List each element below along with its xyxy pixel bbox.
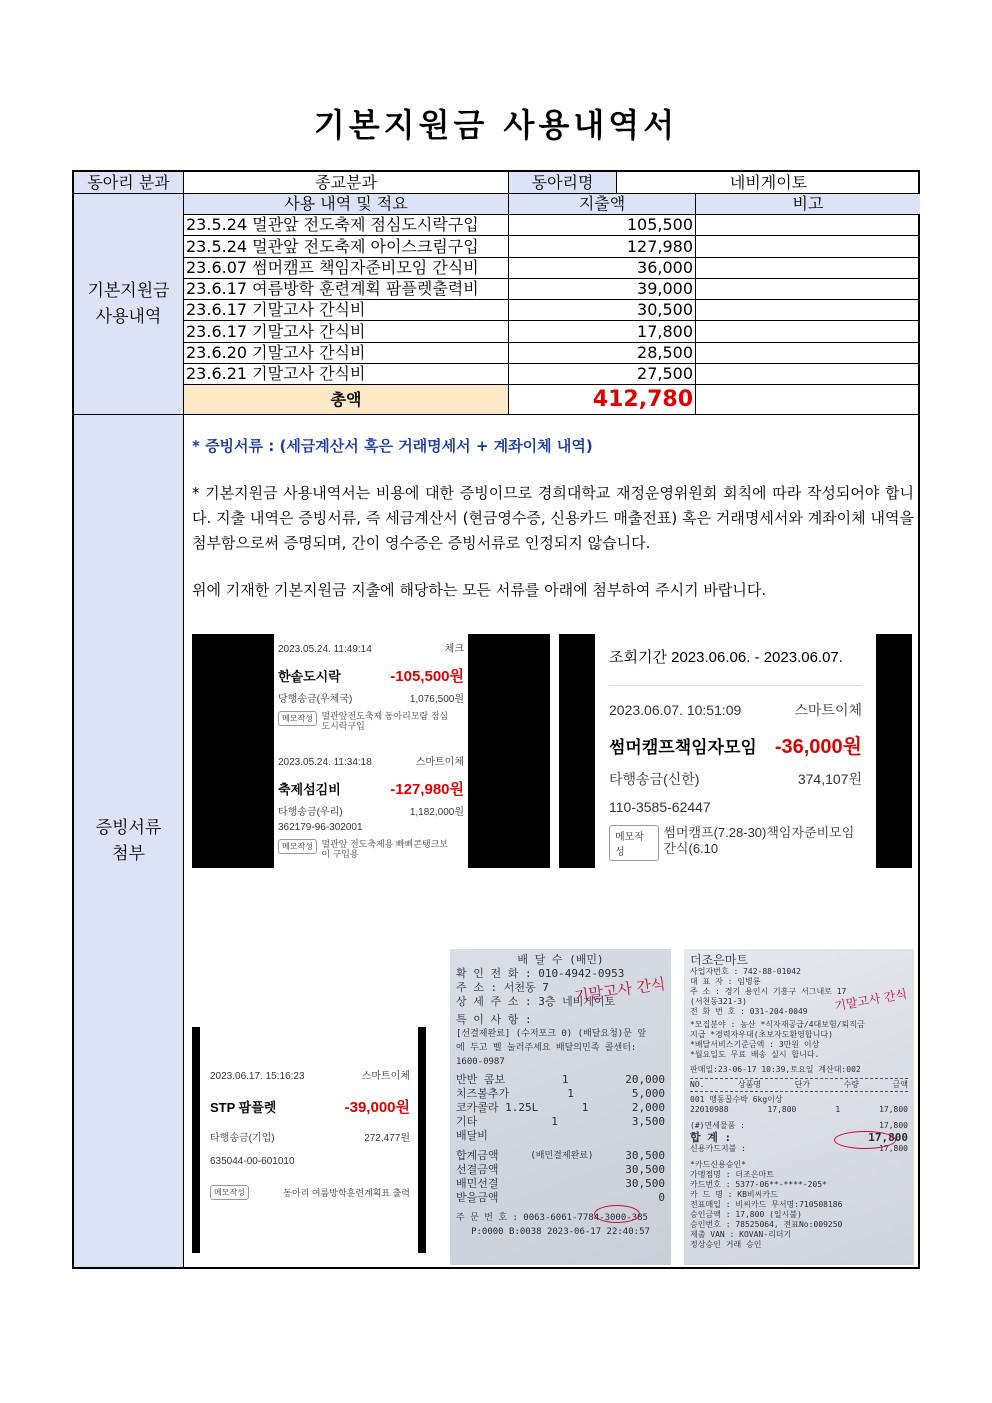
tx2-balance: 1,182,000원 [409, 807, 464, 818]
tx1-memo-button[interactable]: 메모작성 [278, 711, 317, 726]
r4-phone: 확 인 전 화 : 010-4942-0953 [456, 967, 625, 980]
usage-row-desc: 23.6.17 여름방학 훈련계획 팜플렛출력비 [184, 279, 509, 300]
r4-footer: P:0000 B:0038 2023-06-17 22:40:57 [471, 1227, 650, 1237]
r5-card-label: 신용카드지불 : [690, 1144, 747, 1153]
r4-item-qty: 1 [551, 1115, 558, 1128]
tx2-date: 2023.05.24. 11:34:18 [278, 757, 372, 768]
r5-card-no: 카드번호 : 5377-06**-****-205* [690, 1180, 827, 1189]
r5-col-amount: 금액 [892, 1080, 908, 1089]
r5-col-no: NO. [690, 1080, 705, 1089]
tx2-memo: 멀관앞 전도축제용 빠삐콘탱크보이 구입용 [321, 839, 449, 859]
usage-row-note [696, 215, 920, 236]
query-period: 조회기간 2023.06.06. - 2023.06.07. [609, 649, 843, 666]
r4-sum-note: (배민결제완료) [530, 1151, 594, 1161]
r4-item-price: 5,000 [631, 1087, 665, 1100]
tx1-method: 당행송금(우체국) [278, 694, 353, 705]
r4-sum-value: 30,500 [625, 1149, 665, 1162]
usage-report-table [72, 170, 920, 1269]
r4-item-qty: 1 [567, 1087, 574, 1100]
r5-merchant: 가맹점명 : 더조은마트 [690, 1170, 775, 1179]
evidence-label-line2: 첨부 [112, 844, 145, 864]
tx-balance: 272,477원 [364, 1133, 410, 1144]
total-note [696, 385, 920, 415]
r5-total-circle [834, 1131, 896, 1149]
r5-info1: *모집분야 : 농산 *식자재공급/4대보험/퇴직금 [690, 1020, 865, 1029]
tx1-amount: -105,500원 [390, 668, 464, 685]
tx2-method: 타행송금(우리) [278, 807, 343, 818]
tx-method: 타행송금(신한) [609, 771, 700, 787]
usage-label-line2: 사용내역 [95, 307, 162, 327]
usage-row-desc: 23.6.17 기말고사 간식비 [184, 321, 509, 343]
r4-due-label: 받을금액 [456, 1191, 499, 1204]
r5-card-value: 17,800 [879, 1144, 908, 1153]
r5-item-amount: 17,800 [879, 1105, 908, 1114]
evidence-section-label [74, 415, 184, 1267]
r5-approved-amount: 승인금액 : 17,800 (일시불) [690, 1210, 802, 1219]
r5-info4: *월요일도 무료 배송 실시 합니다. [690, 1050, 820, 1059]
r5-item-qty: 1 [835, 1105, 841, 1114]
r5-info2: 지급 *경력자우대(초보자도환영합니다) [690, 1030, 833, 1039]
r5-tax-free-value: 17,800 [879, 1121, 908, 1130]
tx1-date: 2023.05.24. 11:49:14 [278, 644, 372, 655]
tx-memo-button[interactable]: 메모작성 [210, 1185, 249, 1200]
r4-due-value: 0 [658, 1191, 665, 1204]
r5-approval-title: *카드신용승인* [690, 1160, 747, 1169]
r5-status: 정상승인 거래 승인 [690, 1240, 762, 1249]
redaction-block [192, 634, 274, 868]
usage-row-amount: 105,500 [509, 215, 696, 236]
tx-amount: -36,000원 [774, 736, 862, 758]
r4-notes-2: 에 두고 벨 눌러주세요 배달의민족 콜센터: [456, 1043, 637, 1053]
usage-row-amount: 17,800 [509, 321, 696, 343]
r4-notes-label: 특 이 사 항 : [456, 1013, 532, 1026]
usage-row-amount: 27,500 [509, 364, 696, 385]
tx-account: 110-3585-62447 [609, 799, 711, 815]
usage-row-note [696, 321, 920, 343]
r4-paid-value: 30,500 [625, 1177, 665, 1190]
page-title: 기본지원금 사용내역서 [313, 106, 679, 144]
r4-notes-1: [선결제완료] (수저포크 0) (배달요청)문 앞 [456, 1029, 647, 1039]
tx-account: 635044-00-601010 [210, 1156, 295, 1167]
r5-col-item: 상품명 [737, 1080, 762, 1089]
usage-row-note [696, 300, 920, 321]
r5-addr: 주 소 : 경기 용인시 기흥구 서그내로 17 [690, 987, 847, 996]
usage-row-note [696, 343, 920, 364]
bank-transfer-screenshot-1 [274, 634, 468, 868]
tx-name: 썸머캠프책임자모임 [609, 738, 757, 757]
usage-row-desc: 23.5.24 멀관앞 전도축제 아이스크림구입 [184, 236, 509, 258]
tx2-amount: -127,980원 [390, 781, 464, 798]
usage-row-note [696, 236, 920, 258]
bank-transfer-screenshot-2 [595, 634, 876, 868]
tx-type: 스마트이체 [794, 702, 862, 718]
r4-notes-3: 1600-0987 [456, 1057, 505, 1067]
usage-row-desc: 23.6.21 기말고사 간식비 [184, 364, 509, 385]
r5-van: 제출 VAN : KOVAN-리더기 [690, 1230, 792, 1239]
r4-item-name: 반반 콤보 [456, 1073, 506, 1086]
tx2-type: 스마트이체 [415, 757, 464, 768]
usage-row-amount: 28,500 [509, 343, 696, 364]
club-division-value: 종교분과 [184, 172, 509, 194]
r5-tax-free-label: (#)면세물품 : [690, 1121, 745, 1130]
r5-sale-date: 판매일:23-06-17 10:39,토요일 계산대:002 [690, 1065, 861, 1074]
tx-date: 2023.06.17. 15:16:23 [210, 1071, 305, 1082]
r4-item-price: 2,000 [631, 1101, 665, 1114]
evidence-note-attach: 위에 기재한 기본지원금 지출에 해당하는 모든 서류를 아래에 첨부하여 주시기 바랍니다. [192, 581, 767, 599]
usage-section-label [74, 194, 184, 415]
r4-item-qty: 1 [561, 1073, 569, 1086]
r5-store: 더조은마트 [690, 953, 748, 967]
evidence-note-required-docs: * 증빙서류 : (세금계산서 혹은 거래명세서 + 계좌이체 내역) [192, 437, 593, 455]
usage-row-amount: 127,980 [509, 236, 696, 258]
total-value: 412,780 [509, 385, 696, 415]
r4-item-name: 치즈볼추가 [456, 1087, 510, 1100]
redaction-block [876, 634, 912, 868]
usage-row-desc: 23.6.07 썸머캠프 책임자준비모임 간식비 [184, 258, 509, 279]
r5-col-price: 단가 [794, 1080, 811, 1089]
r5-biz-no: 사업자번호 : 742-88-01042 [690, 967, 801, 976]
usage-row-note [696, 364, 920, 385]
r5-acquirer: 전표매입 : 비씨카드 무서명:710508186 [690, 1200, 843, 1209]
r4-handwritten-note: 기말고사 간식 [573, 974, 667, 1006]
r4-item-price: 20,000 [625, 1073, 665, 1086]
tx2-account: 362179-96-302001 [278, 822, 363, 833]
usage-row-note [696, 258, 920, 279]
tx1-name: 한솥도시락 [278, 669, 341, 684]
redaction-block [192, 1027, 200, 1253]
delivery-receipt-photo [450, 949, 671, 1265]
r5-info3: *배달서비스기준금액 : 3만원 이상 [690, 1040, 820, 1049]
tx-balance: 374,107원 [797, 771, 862, 787]
r5-total-value: 17,800 [868, 1131, 908, 1144]
usage-row-desc: 23.6.20 기말고사 간식비 [184, 343, 509, 364]
tx1-balance: 1,076,500원 [409, 694, 464, 705]
col-note-header: 비고 [696, 194, 920, 215]
usage-row-note [696, 279, 920, 300]
r4-addr2: 상 세 주 소 : 3층 네비게이토 [456, 995, 616, 1008]
tx-memo: 동아리 여름방학훈련계획표 출력 [283, 1188, 410, 1198]
r4-pre-label: 선결금액 [456, 1163, 499, 1176]
r4-item-price: 3,500 [631, 1115, 665, 1128]
tx-memo-button[interactable]: 메모작성 [609, 825, 659, 861]
redaction-block [468, 634, 550, 868]
usage-row-desc: 23.6.17 기말고사 간식비 [184, 300, 509, 321]
club-division-label: 동아리 분과 [74, 172, 184, 194]
r5-item-name: 001 맹동꿀수박 6kg이상 [690, 1095, 783, 1104]
r4-sum-label: 합계금액 [456, 1149, 499, 1162]
usage-row-amount: 30,500 [509, 300, 696, 321]
evidence-notes [192, 434, 914, 625]
tx-amount: -39,000원 [344, 1099, 410, 1116]
usage-row-amount: 36,000 [509, 258, 696, 279]
r5-item-price: 17,800 [767, 1105, 797, 1114]
tx-method: 타행송금(기업) [210, 1133, 275, 1144]
r5-handwritten-note: 기말고사 간식 [833, 986, 909, 1014]
r5-col-qty: 수량 [843, 1080, 860, 1089]
redaction-block [418, 1027, 426, 1253]
tx-type: 스마트이체 [361, 1071, 410, 1082]
r4-header: 배 달 수 (배민) [517, 953, 604, 966]
col-desc-header: 사용 내역 및 적요 [184, 194, 509, 215]
r4-paid-label: 배민선결 [456, 1177, 499, 1190]
r4-item-name: 코카콜라 1.25L [456, 1101, 539, 1114]
r4-order-no: 주 문 번 호 : 0063-6061-7784-3000-385 [456, 1213, 648, 1223]
r5-addr2: (서천동321-3) [690, 997, 747, 1006]
tx2-memo-button[interactable]: 메모작성 [278, 839, 317, 854]
club-name-value: 네비게이토 [617, 172, 920, 194]
total-label: 총액 [184, 385, 509, 415]
mart-card-receipt-photo [684, 949, 914, 1265]
tx-date: 2023.06.07. 10:51:09 [609, 702, 742, 718]
r4-item-qty: 1 [581, 1101, 589, 1114]
usage-row-desc: 23.5.24 멀관앞 전도축제 점심도시락구입 [184, 215, 509, 236]
r4-item-name: 기타 [456, 1115, 478, 1128]
r4-delivery: 배달비 [456, 1129, 488, 1142]
r4-addr1: 주 소 : 서천동 7 [456, 981, 549, 994]
r5-total-label: 합 계 : [690, 1131, 732, 1144]
r5-tel: 전 화 번 호 : 031-204-0049 [690, 1007, 808, 1016]
r5-item-code: 22010988 [690, 1105, 729, 1114]
usage-row-amount: 39,000 [509, 279, 696, 300]
tx-memo: 썸머캠프(7.28-30)책임자준비모임간식(6.10 [663, 825, 855, 856]
tx-name: STP 팜플렛 [210, 1100, 277, 1115]
usage-label-line1: 기본지원금 [87, 281, 170, 301]
r5-approval-no: 승인번호 : 78525064, 전표No:009250 [690, 1220, 843, 1229]
tx2-name: 축제섬김비 [278, 782, 341, 797]
r4-amount-circle [594, 1205, 640, 1223]
evidence-note-rules: * 기본지원금 사용내역서는 비용에 대한 증빙이므로 경희대학교 재정운영위원회 회칙에 따라 작성되어야 합니다. 지출 내역은 증빙서류, 즉 세금계산서 (현금영수증, 신용카드 매출전표) 혹은 거래명세서와 계좌이체 내역을 첨부함으로써 증명되며, 간이 영수증은 증빙서류로 인정되지 않습니다. [192, 484, 914, 552]
tx1-type: 체크 [444, 644, 464, 655]
club-name-label: 동아리명 [509, 172, 617, 194]
redaction-block [559, 634, 595, 868]
bank-transfer-screenshot-3 [200, 1027, 418, 1253]
r5-owner: 대 표 자 : 임병룡 [690, 977, 761, 986]
r5-card-name: 카 드 명 : KB비씨카드 [690, 1190, 778, 1199]
tx1-memo: 멀관앞전도축제 동아리모람 점심도시락구입 [321, 711, 449, 731]
r4-pre-value: 30,500 [625, 1163, 665, 1176]
evidence-label-line1: 증빙서류 [95, 818, 162, 838]
col-amount-header: 지출액 [509, 194, 696, 215]
